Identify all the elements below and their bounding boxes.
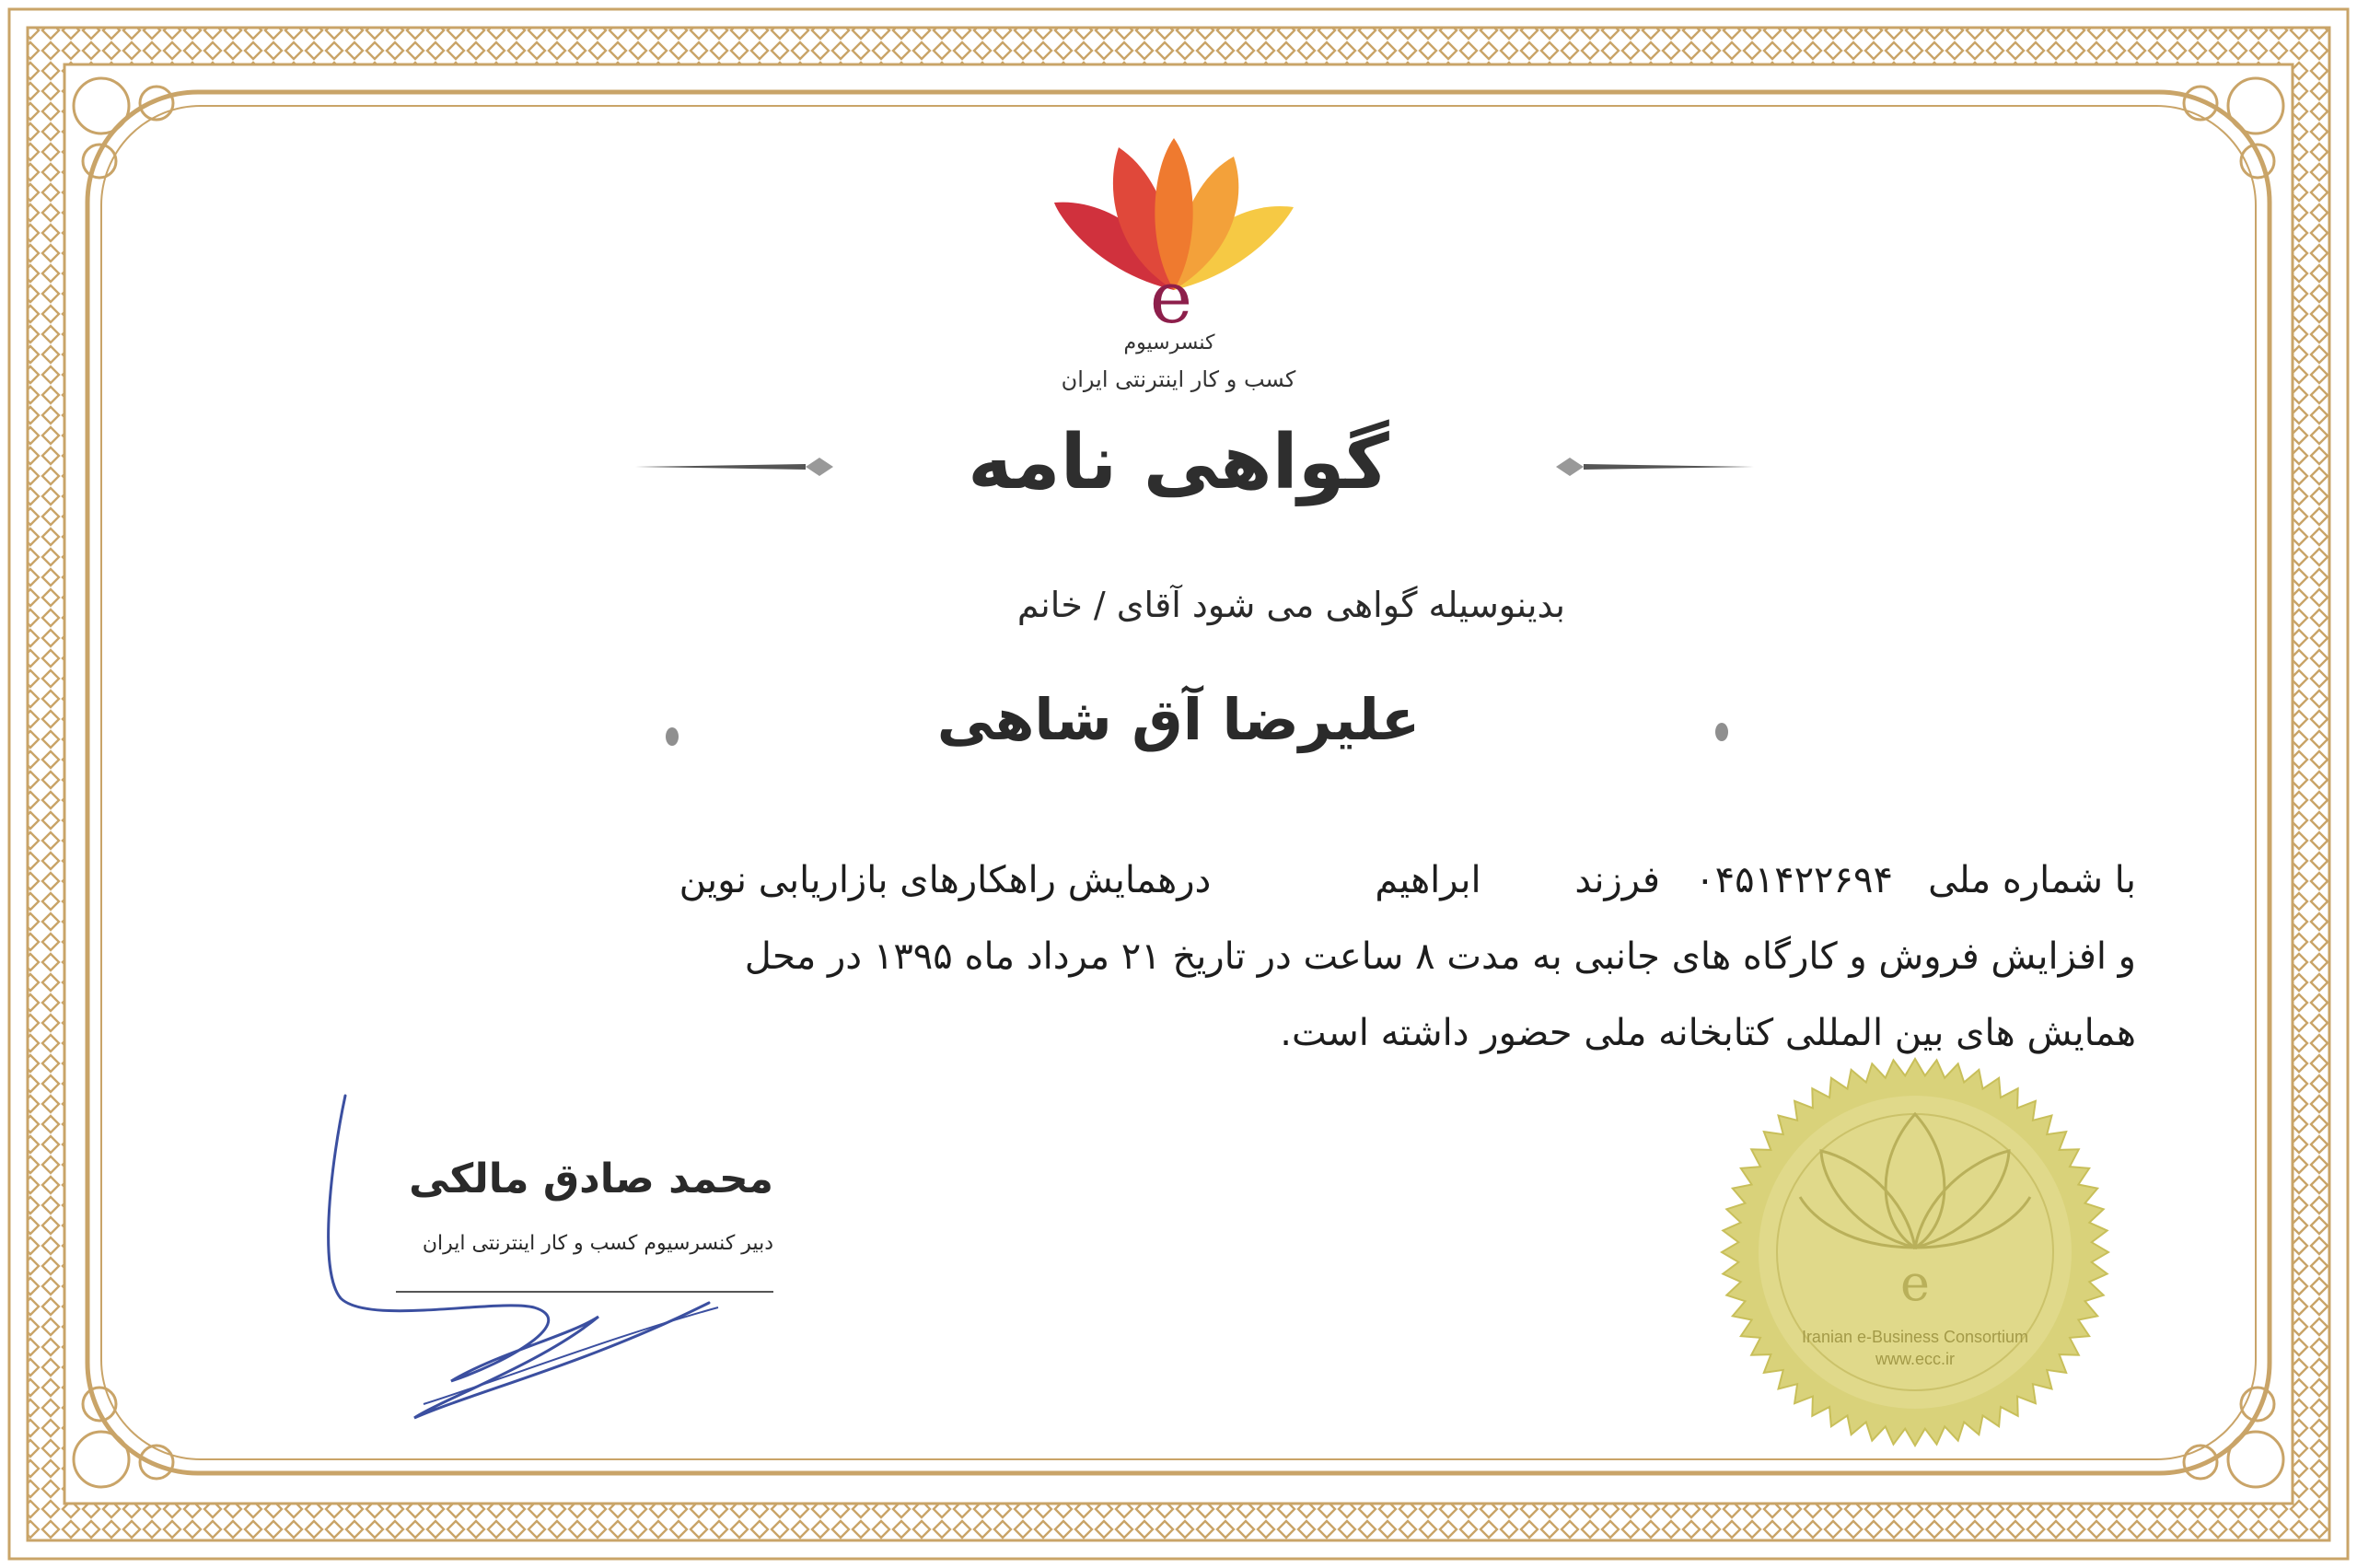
organization-logo	[1040, 134, 1307, 340]
decorative-dot-left	[666, 727, 679, 746]
decorative-dot-right	[1715, 723, 1728, 741]
logo-letter: e	[1149, 257, 1193, 340]
title-rule-right	[1551, 453, 1754, 481]
event-text: درهمایش راهکارهای بازاریابی نوین	[679, 859, 1212, 901]
seal-logo-letter: e	[1900, 1254, 1930, 1312]
body-line-2: و افزایش فروش و کارگاه های جانبی به مدت ۸ ساعت در تاریخ ۲۱ مرداد ماه ۱۳۹۵ در محل	[744, 935, 2136, 978]
signature-line	[396, 1291, 773, 1293]
national-id-label: با شماره ملی	[1928, 859, 2136, 901]
seal-text-line2: www.ecc.ir	[1875, 1350, 1956, 1368]
recipient-name: علیرضا آق شاهی	[936, 686, 1421, 753]
child-of-label: فرزند	[1574, 859, 1660, 901]
signatory-title: دبیر کنسرسیوم کسب و کار اینترنتی ایران	[422, 1232, 773, 1255]
certificate-body	[313, 842, 2136, 1072]
signatory-name: محمد صادق مالکی	[409, 1156, 773, 1202]
certificate-title: گواهی نامه	[968, 419, 1389, 506]
organization-name-line1: کنسرسیوم	[1123, 331, 1215, 354]
gold-seal	[1713, 1050, 2118, 1455]
organization-name-line2: کسب و کار اینترنتی ایران	[1061, 366, 1296, 392]
father-name: ابراهیم	[1375, 859, 1481, 901]
seal-text-line1: Iranian e-Business Consortium	[1801, 1328, 2029, 1346]
certificate-intro: بدینوسیله گواهی می شود آقای / خانم	[1016, 585, 1565, 625]
title-rule-left	[635, 453, 838, 481]
handwritten-signature	[313, 1086, 727, 1436]
body-line-1	[313, 842, 2136, 919]
national-id: ۰۴۵۱۴۲۲۶۹۴	[1695, 859, 1893, 901]
body-line-3: همایش های بین المللی کتابخانه ملی حضور داشته است.	[1280, 1012, 2136, 1054]
